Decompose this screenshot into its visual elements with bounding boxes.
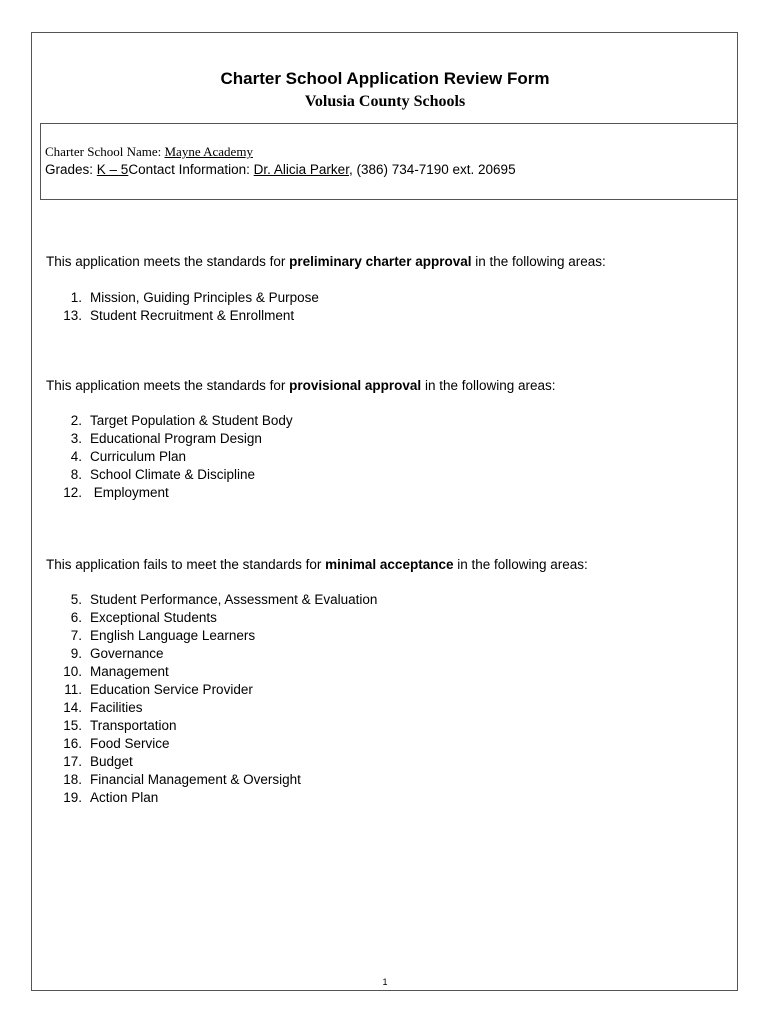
- item-number: 4.: [70, 449, 82, 464]
- intro-prefix: This application meets the standards for: [46, 378, 290, 393]
- grades-contact-line: [45, 162, 516, 177]
- item-number: 10.: [63, 664, 82, 679]
- item-label: Governance: [90, 646, 164, 661]
- item-label: Exceptional Students: [90, 610, 217, 625]
- section-provisional-intro: [46, 378, 556, 393]
- item-number: 8.: [70, 467, 82, 482]
- item-number: 14.: [63, 700, 82, 715]
- item-number: 12.: [63, 485, 82, 500]
- item-label: Financial Management & Oversight: [90, 772, 301, 787]
- intro-bold: preliminary charter approval: [289, 254, 472, 269]
- contact-label: Contact Information:: [128, 162, 250, 177]
- form-title: Charter School Application Review Form: [220, 69, 550, 88]
- intro-suffix: in the following areas:: [421, 378, 556, 393]
- item-label: Transportation: [90, 718, 177, 733]
- item-label: Food Service: [90, 736, 170, 751]
- item-number: 9.: [70, 646, 82, 661]
- intro-bold: provisional approval: [289, 378, 422, 393]
- school-name-line: [45, 144, 253, 160]
- item-label: English Language Learners: [90, 628, 256, 643]
- intro-prefix: This application fails to meet the standards for: [46, 557, 326, 572]
- item-number: 11.: [64, 682, 82, 697]
- item-number: 3.: [70, 431, 82, 446]
- grades-value: K – 5: [96, 162, 129, 177]
- item-label: Curriculum Plan: [90, 449, 187, 464]
- item-label: Educational Program Design: [90, 431, 262, 446]
- item-label: School Climate & Discipline: [90, 467, 256, 482]
- item-label: Student Performance, Assessment & Evaluation: [90, 592, 378, 607]
- school-name-value: Mayne Academy: [164, 144, 253, 159]
- contact-name: Dr. Alicia Parker: [253, 162, 349, 177]
- item-label: Target Population & Student Body: [90, 413, 293, 428]
- school-name-label: Charter School Name:: [45, 144, 162, 159]
- form-subtitle: Volusia County Schools: [304, 93, 466, 110]
- intro-suffix: in the following areas:: [471, 254, 606, 269]
- item-number: 15.: [63, 718, 82, 733]
- section-preliminary-intro: [46, 254, 606, 269]
- intro-prefix: This application meets the standards for: [46, 254, 290, 269]
- contact-phone: , (386) 734-7190 ext. 20695: [348, 162, 516, 177]
- grades-label: Grades:: [45, 162, 94, 177]
- item-number: 17.: [63, 754, 82, 769]
- item-label: Student Recruitment & Enrollment: [90, 308, 295, 323]
- intro-suffix: in the following areas:: [453, 557, 588, 572]
- item-number: 5.: [70, 592, 82, 607]
- item-label: Employment: [90, 485, 169, 500]
- item-number: 7.: [70, 628, 82, 643]
- item-number: 2.: [70, 413, 82, 428]
- item-number: 19.: [63, 790, 82, 805]
- item-number: 6.: [70, 610, 82, 625]
- item-number: 13.: [63, 308, 82, 323]
- intro-bold: minimal acceptance: [325, 557, 454, 572]
- item-number: 18.: [63, 772, 82, 787]
- item-label: Education Service Provider: [90, 682, 253, 697]
- item-number: 16.: [63, 736, 82, 751]
- item-label: Facilities: [90, 700, 143, 715]
- item-number: 1.: [70, 290, 82, 305]
- section-minimal-intro: [46, 557, 588, 572]
- item-label: Action Plan: [90, 790, 159, 805]
- page-number: 1: [382, 977, 388, 987]
- item-label: Management: [90, 664, 169, 679]
- item-label: Mission, Guiding Principles & Purpose: [90, 290, 319, 305]
- item-label: Budget: [90, 754, 133, 769]
